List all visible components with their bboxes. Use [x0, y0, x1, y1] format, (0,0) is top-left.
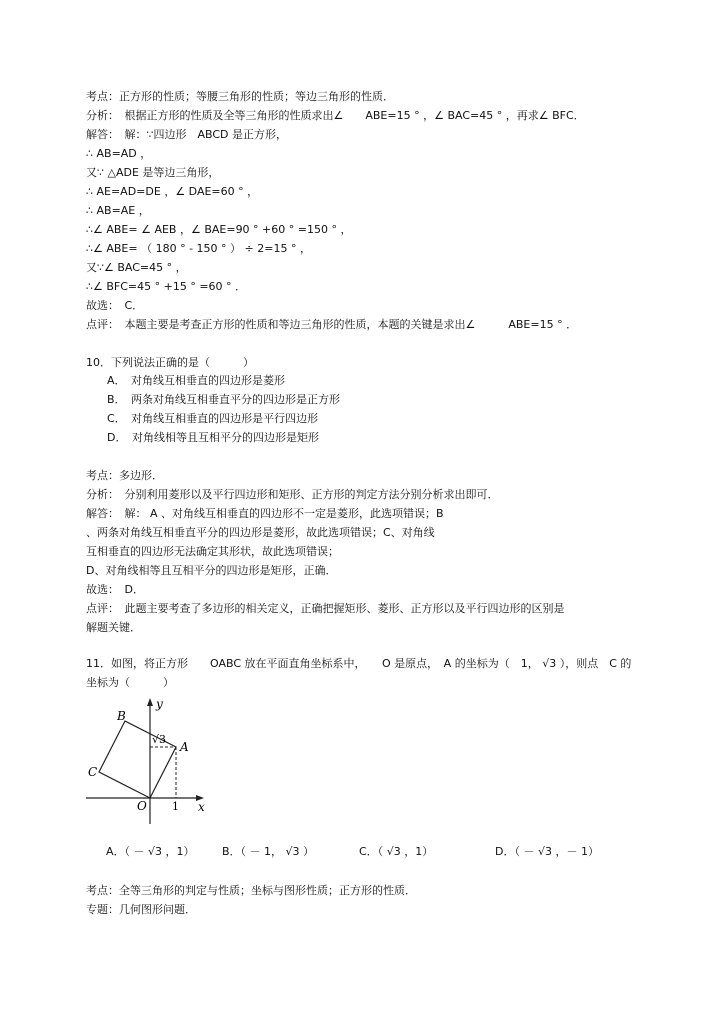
q10-option-a: A． 对角线互相垂直的四边形是菱形 [107, 374, 286, 387]
q11-option-a-sqrt3: √3 [148, 845, 163, 858]
label-c: C [88, 765, 98, 779]
label-a: A [180, 740, 189, 754]
label-x: x [198, 800, 205, 814]
q9-step-8: 又∵∠ BAC=45 ° ， [86, 261, 187, 274]
q11-figure [84, 692, 214, 832]
q11-option-b [222, 845, 314, 859]
q11-option-d-post: ，－ 1） [555, 845, 599, 858]
q11-option-a [106, 845, 195, 859]
q10-option-b: B． 两条对角线互相垂直平分的四边形是正方形 [107, 393, 341, 406]
q11-option-c-post: ，1） [404, 845, 434, 858]
q11-option-b-sqrt3: √3 [285, 845, 300, 858]
label-y: y [156, 697, 163, 711]
q11-stem-post: ），则点 C 的 [559, 657, 632, 670]
q9-step-7: ∴∠ ABE= （ 180 ° - 150 ° ） ÷ 2=15 ° ， [86, 242, 311, 255]
q10-jieda-1: 解答： 解： A 、对角线互相垂直的四边形不一定是菱形，此选项错误；B [86, 507, 444, 520]
label-sqrt3: √3 [152, 733, 167, 746]
q10-fenxi: 分析： 分别利用菱形以及平行四边形和矩形、正方形的判定方法分别分析求出即可． [86, 488, 499, 501]
q10-dianping-2: 解题关键． [86, 621, 141, 634]
q9-answer: 故选： C． [86, 299, 144, 312]
q9-step-9: ∴∠ BFC=45 ° +15 ° =60 ° ． [86, 280, 247, 293]
q9-step-6: ∴∠ ABE= ∠ AEB ，∠ BAE=90 ° +60 ° =150 ° ， [86, 223, 352, 236]
q11-stem-line2: 坐标为（ ） [86, 676, 174, 689]
q9-dianping: 点评： 本题主要是考查正方形的性质和等边三角形的性质，本题的关键是求出∠ ABE=15 ° ． [86, 318, 578, 331]
q11-option-a-pre: A．（ － [106, 845, 145, 858]
q9-kaodian: 考点：正方形的性质；等腰三角形的性质；等边三角形的性质． [86, 90, 394, 103]
q10-stem: 10．下列说法正确的是（ ） [86, 356, 254, 369]
q9-step-3: 又∵ △ADE 是等边三角形， [86, 166, 220, 179]
q11-option-c-pre: C．（ [359, 845, 384, 858]
q10-answer: 故选： D． [86, 583, 144, 596]
q11-option-a-post: ，1） [165, 845, 195, 858]
q11-option-c-sqrt3: √3 [386, 845, 401, 858]
q9-step-4: ∴ AE=AD=DE ，∠ DAE=60 ° ， [86, 185, 259, 198]
q9-fenxi: 分析： 根据正方形的性质及全等三角形的性质求出∠ ABE=15 ° ，∠ BAC=45 ° ，再求∠ BFC． [86, 109, 585, 122]
q10-jieda-3: 互相垂直的四边形无法确定其形状，故此选项错误； [86, 545, 339, 558]
q11-option-b-pre: B．（ － 1， [222, 845, 283, 858]
q11-option-b-post: ） [303, 845, 315, 858]
q11-stem-pre: 11．如图，将正方形 OABC 放在平面直角坐标系中， O 是原点， A 的坐标为（ 1， [86, 657, 539, 670]
q9-step-2: ∴ AB=AD ， [86, 147, 152, 160]
q11-stem-sqrt3: √3 [542, 657, 557, 670]
y-axis-arrow [147, 698, 153, 706]
q9-step-5: ∴ AB=AE ， [86, 204, 150, 217]
label-1: 1 [172, 800, 179, 813]
q9-step-1: 解答： 解：∵四边形 ABCD 是正方形， [86, 128, 288, 141]
q11-option-d-pre: D．（ － [495, 845, 535, 858]
q10-option-d: D． 对角线相等且互相平分的四边形是矩形 [107, 431, 319, 444]
q11-option-d-sqrt3: √3 [537, 845, 552, 858]
q11-zhuanti: 专题：几何图形问题． [86, 903, 196, 916]
q10-option-c: C． 对角线互相垂直的四边形是平行四边形 [107, 412, 319, 425]
q10-jieda-2: 、两条对角线互相垂直平分的四边形是菱形，故此选项错误；C、对角线 [86, 526, 435, 539]
q11-option-c [359, 845, 433, 859]
q10-kaodian: 考点：多边形． [86, 469, 163, 482]
q11-stem [86, 657, 631, 671]
q11-kaodian: 考点：全等三角形的判定与性质；坐标与图形性质；正方形的性质． [86, 884, 416, 897]
q10-dianping-1: 点评： 此题主要考查了多边形的相关定义，正确把握矩形、菱形、正方形以及平行四边形的区别是 [86, 602, 565, 615]
label-b: B [117, 709, 126, 723]
label-o: O [137, 799, 147, 813]
q11-option-d [495, 845, 599, 859]
q10-jieda-4: D、对角线相等且互相平分的四边形是矩形，正确． [86, 564, 337, 577]
